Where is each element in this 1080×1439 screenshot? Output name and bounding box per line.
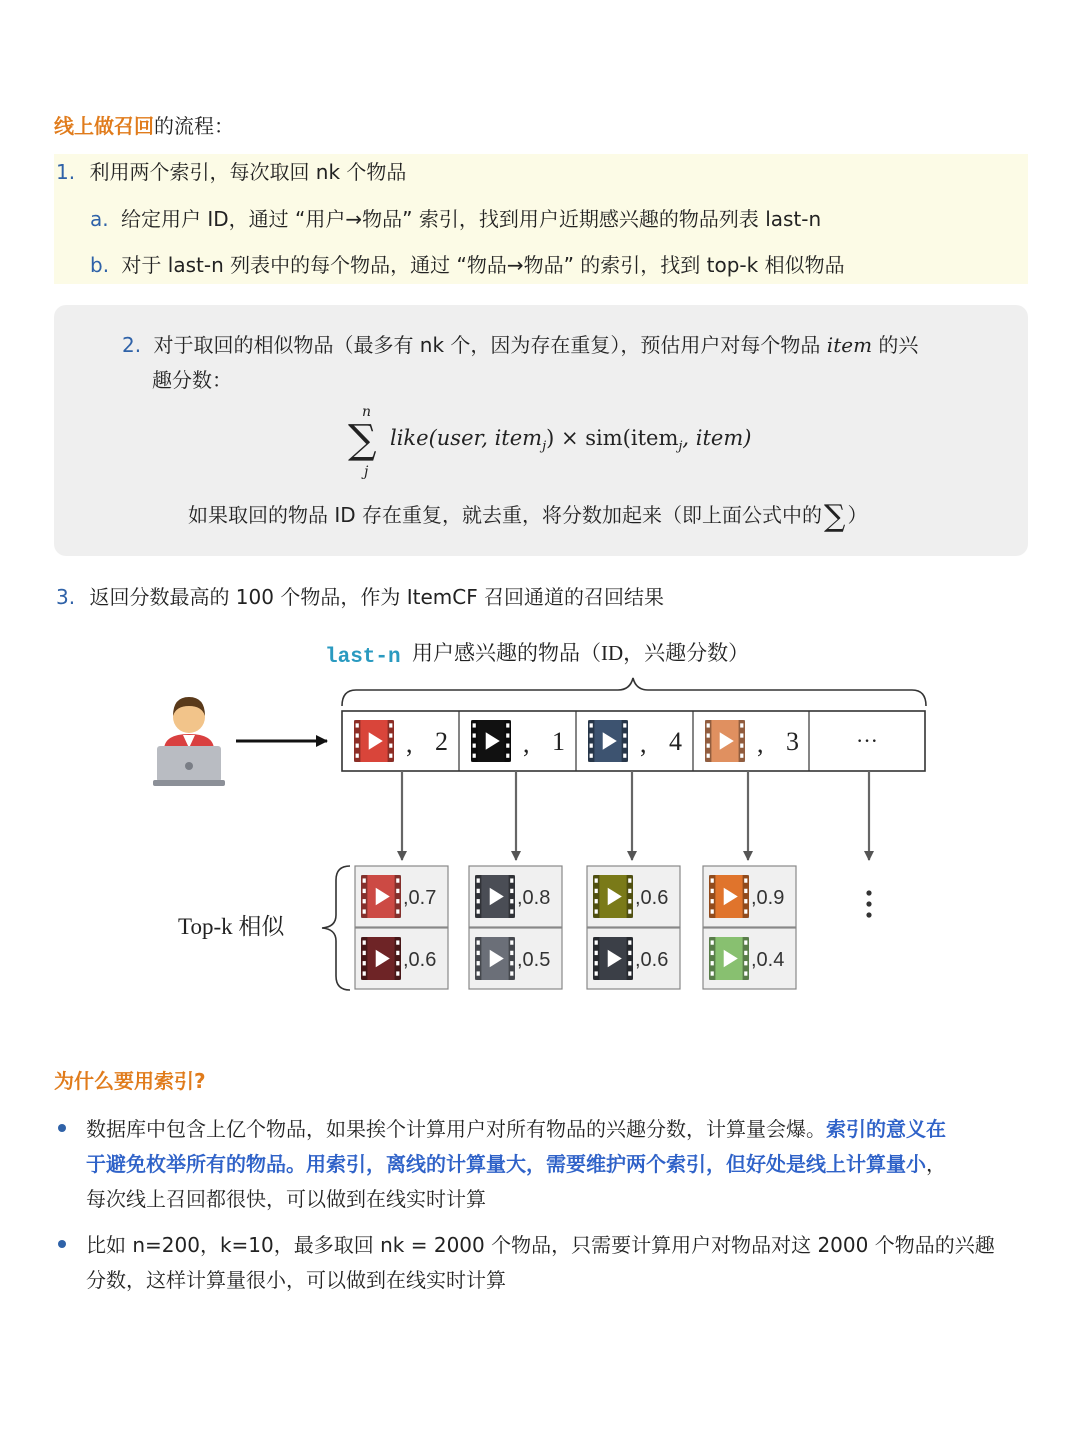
step1a-text: 给定用户 ID，通过 “用户→物品” 索引，找到用户近期感兴趣的物品列表 last-n [120, 207, 822, 231]
bullet1-text-c: 每次线上召回都很快，可以做到在线实时计算 [86, 1187, 486, 1211]
step1a-letter: a. [90, 207, 109, 231]
topk-score: ,0.5 [517, 949, 551, 971]
lastn-comma: , [757, 729, 764, 758]
lastn-score: 3 [786, 727, 799, 756]
video-icon [354, 720, 394, 762]
video-icon [709, 875, 749, 918]
bullet2 [86, 1228, 1036, 1298]
video-icon [709, 937, 749, 980]
step3-text: 返回分数最高的 100 个物品，作为 ItemCF 召回通道的召回结果 [89, 585, 665, 609]
step2-line2: 趣分数： [152, 368, 232, 392]
lastn-score: 4 [669, 727, 682, 756]
step1a [90, 205, 821, 233]
step3 [56, 583, 664, 611]
topk-ellipsis-dot [866, 901, 871, 906]
topk-score: ,0.6 [635, 949, 669, 971]
video-icon [588, 720, 628, 762]
section2-title: 为什么要用索引? [54, 1069, 206, 1093]
topk-score: ,0.7 [403, 887, 437, 909]
itemcf-diagram [0, 620, 1080, 1010]
formula-mid: ) × sim(item [546, 426, 679, 450]
step1 [56, 158, 406, 186]
step2-math-item: item [826, 333, 873, 357]
topk-label: Top-k 相似 [178, 914, 285, 939]
bullet2-line2: 分数，这样计算量很小，可以做到在线实时计算 [86, 1268, 506, 1292]
step1-number: 1. [56, 160, 76, 184]
formula-end: , item) [682, 426, 752, 450]
step2-number: 2. [122, 333, 142, 357]
lastn-comma: , [523, 729, 530, 758]
sum-symbol-inline: ∑ [824, 499, 846, 534]
topk-ellipsis-dot [866, 890, 871, 895]
formula-like: like(user, item [390, 426, 543, 450]
bullet1 [86, 1112, 1036, 1217]
video-icon [593, 937, 633, 980]
bullet-dot [58, 1240, 66, 1248]
video-icon [475, 937, 515, 980]
lastn-ellipsis: ··· [856, 728, 878, 753]
step2-note-end: ） [847, 503, 868, 527]
video-icon [475, 875, 515, 918]
bullet1-bold-a: 索引的意义在 [826, 1117, 946, 1141]
topk-score: ,0.6 [403, 949, 437, 971]
step2-text: 对于取回的相似物品（最多有 nk 个，因为存在重复），预估用户对每个物品 [153, 333, 821, 357]
section-title-rest: 的流程： [154, 114, 234, 138]
diagram-title-text: 用户感兴趣的物品（ID，兴趣分数） [412, 641, 750, 665]
lastn-score: 1 [552, 727, 565, 756]
topk-ellipsis-dot [866, 912, 871, 917]
bullet2-line1: 比如 n=200，k=10，最多取回 nk = 2000 个物品，只需要计算用户对物品对这 2000 个物品的兴趣 [86, 1233, 995, 1257]
bullet1-bold-b: 于避免枚举所有的物品。用索引，离线的计算量大，需要维护两个索引，但好处是线上计算量小 [86, 1152, 926, 1176]
formula-body [390, 426, 751, 454]
sum-lower-limit: j [364, 464, 369, 480]
topk-score: ,0.4 [751, 949, 785, 971]
step3-number: 3. [56, 585, 76, 609]
diagram-title-code: last-n [325, 646, 401, 669]
step2-note-text: 如果取回的物品 ID 存在重复，就去重，将分数加起来（即上面公式中的 [188, 503, 823, 527]
lastn-comma: , [640, 729, 647, 758]
formula-sub2: j [678, 439, 683, 455]
lastn-score: 2 [435, 727, 448, 756]
video-icon [593, 875, 633, 918]
bullet1-text-b: ， [926, 1152, 946, 1176]
step2-line1 [122, 331, 918, 359]
video-icon [361, 875, 401, 918]
topk-score: ,0.8 [517, 887, 551, 909]
topk-score: ,0.6 [635, 887, 669, 909]
step1b-letter: b. [90, 253, 110, 277]
user-icon [153, 697, 225, 786]
sum-upper-limit: n [362, 404, 372, 420]
step2-text-end: 的兴 [878, 333, 919, 357]
step1b-text: 对于 last-n 列表中的每个物品，通过 “物品→物品” 的索引，找到 top-k 相似物品 [121, 253, 845, 277]
bullet1-text-a: 数据库中包含上亿个物品，如果挨个计算用户对所有物品的兴趣分数，计算量会爆。 [86, 1117, 826, 1141]
section-title [54, 112, 234, 140]
video-icon [361, 937, 401, 980]
sum-symbol: ∑ [348, 417, 377, 463]
formula-sub1: j [542, 439, 547, 455]
topk-brace [322, 866, 350, 990]
step2-note [188, 499, 868, 534]
section-title-highlight: 线上做召回 [54, 114, 154, 138]
topk-score: ,0.9 [751, 887, 785, 909]
video-icon [705, 720, 745, 762]
lastn-brace [342, 678, 926, 706]
step1-text: 利用两个索引，每次取回 nk 个物品 [89, 160, 407, 184]
interest-formula [344, 404, 794, 486]
lastn-comma: , [406, 729, 413, 758]
bullet-dot [58, 1124, 66, 1132]
lastn-table [342, 711, 925, 771]
video-icon [471, 720, 511, 762]
step1b [90, 251, 845, 279]
